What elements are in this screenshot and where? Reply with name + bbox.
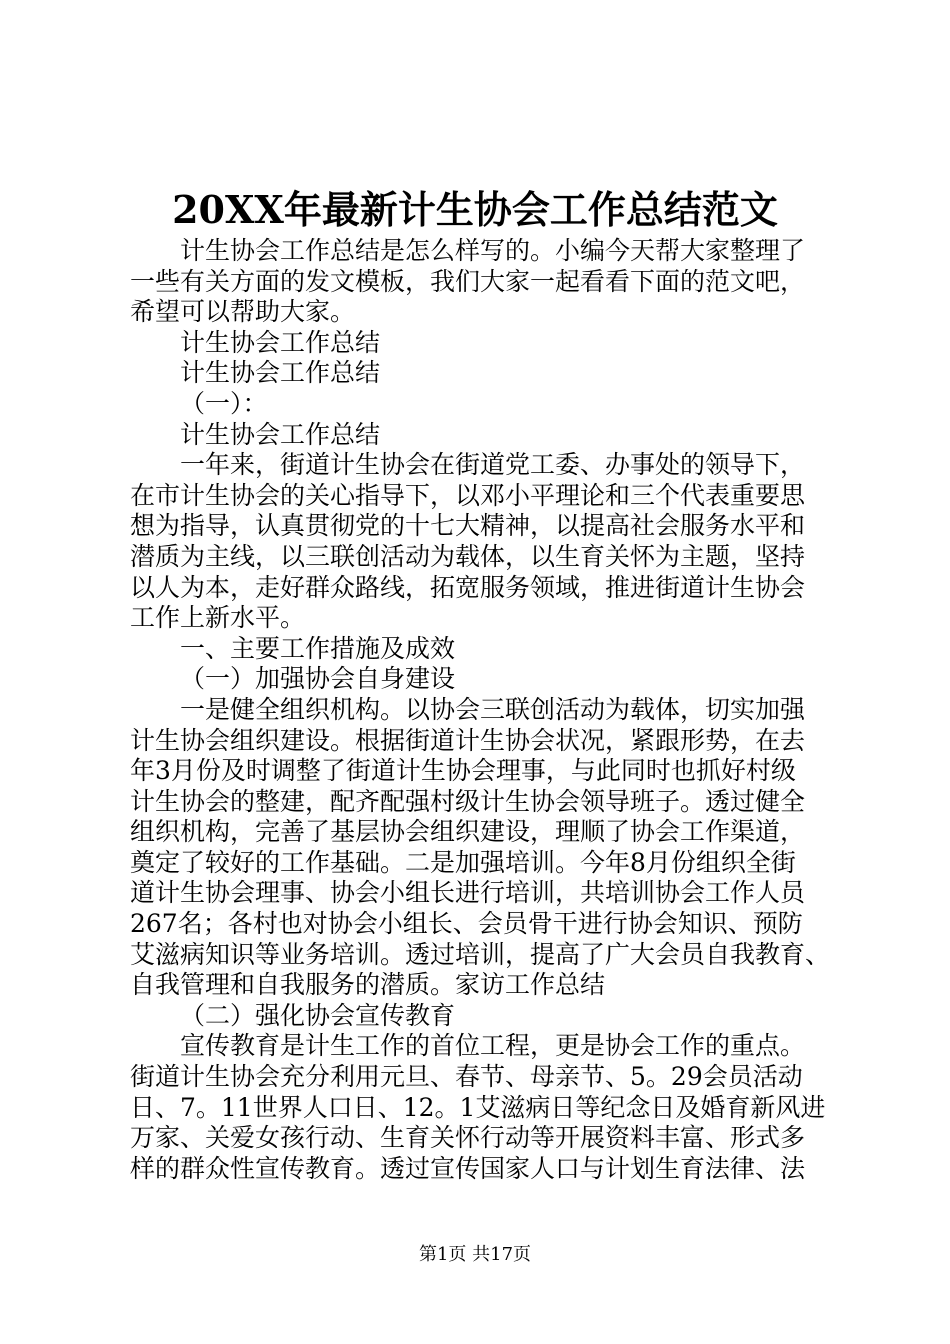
text-line: 希望可以帮助大家。: [130, 297, 356, 327]
text-line: 组织机构，完善了基层协会组织建设，理顺了协会工作渠道，: [130, 817, 806, 847]
text-line: 计生协会工作总结: [180, 358, 381, 388]
text-line: 计生协会的整建，配齐配强村级计生协会领导班子。透过健全: [130, 786, 806, 816]
text-line: 样的群众性宣传教育。透过宣传国家人口与计划生育法律、法: [130, 1153, 806, 1183]
text-line: 计生协会组织建设。根据街道计生协会状况，紧跟形势，在去: [130, 725, 806, 755]
text-line: 自我管理和自我服务的潜质。家访工作总结: [130, 970, 606, 1000]
text-line: 奠定了较好的工作基础。二是加强培训。今年8月份组织全街: [130, 847, 796, 877]
text-line: 潜质为主线，以三联创活动为载体，以生育关怀为主题，坚持: [130, 541, 806, 571]
text-line: 工作上新水平。: [130, 603, 306, 633]
text-line: 街道计生协会充分利用元旦、春节、母亲节、5。29会员活动: [130, 1062, 803, 1092]
text-line: 在市计生协会的关心指导下，以邓小平理论和三个代表重要思: [130, 480, 806, 510]
document-body: [130, 236, 830, 1184]
text-line: 一是健全组织机构。以协会三联创活动为载体，切实加强: [180, 694, 806, 724]
text-line: （一）加强协会自身建设: [180, 664, 456, 694]
text-line: 计生协会工作总结: [180, 327, 381, 357]
text-line: 年3月份及时调整了街道计生协会理事，与此同时也抓好村级: [130, 756, 796, 786]
text-line: 一、主要工作措施及成效: [180, 633, 456, 663]
text-line: 万家、关爱女孩行动、生育关怀行动等开展资料丰富、形式多: [130, 1123, 806, 1153]
text-line: （一）：: [180, 388, 268, 418]
text-line: 一些有关方面的发文模板，我们大家一起看看下面的范文吧，: [130, 266, 806, 296]
text-line: 宣传教育是计生工作的首位工程，更是协会工作的重点。: [180, 1031, 806, 1061]
text-line: 道计生协会理事、协会小组长进行培训，共培训协会工作人员: [130, 878, 806, 908]
text-line: 想为指导，认真贯彻党的十七大精神，以提高社会服务水平和: [130, 511, 806, 541]
text-line: （二）强化协会宣传教育: [180, 1000, 456, 1030]
text-line: 日、7。11世界人口日、12。1艾滋病日等纪念日及婚育新风进: [130, 1092, 826, 1122]
text-line: 以人为本，走好群众路线，拓宽服务领域，推进街道计生协会: [130, 572, 806, 602]
text-line: 计生协会工作总结是怎么样写的。小编今天帮大家整理了: [180, 236, 806, 265]
page-footer: 第1页 共17页: [418, 1244, 532, 1265]
text-line: 艾滋病知识等业务培训。透过培训，提高了广大会员自我教育、: [130, 939, 831, 969]
text-line: 一年来，街道计生协会在街道党工委、办事处的领导下，: [180, 450, 806, 480]
text-line: 计生协会工作总结: [180, 419, 381, 449]
text-line: 267名；各村也对协会小组长、会员骨干进行协会知识、预防: [130, 909, 803, 939]
document-title: 20XX年最新计生协会工作总结范文: [172, 187, 778, 232]
